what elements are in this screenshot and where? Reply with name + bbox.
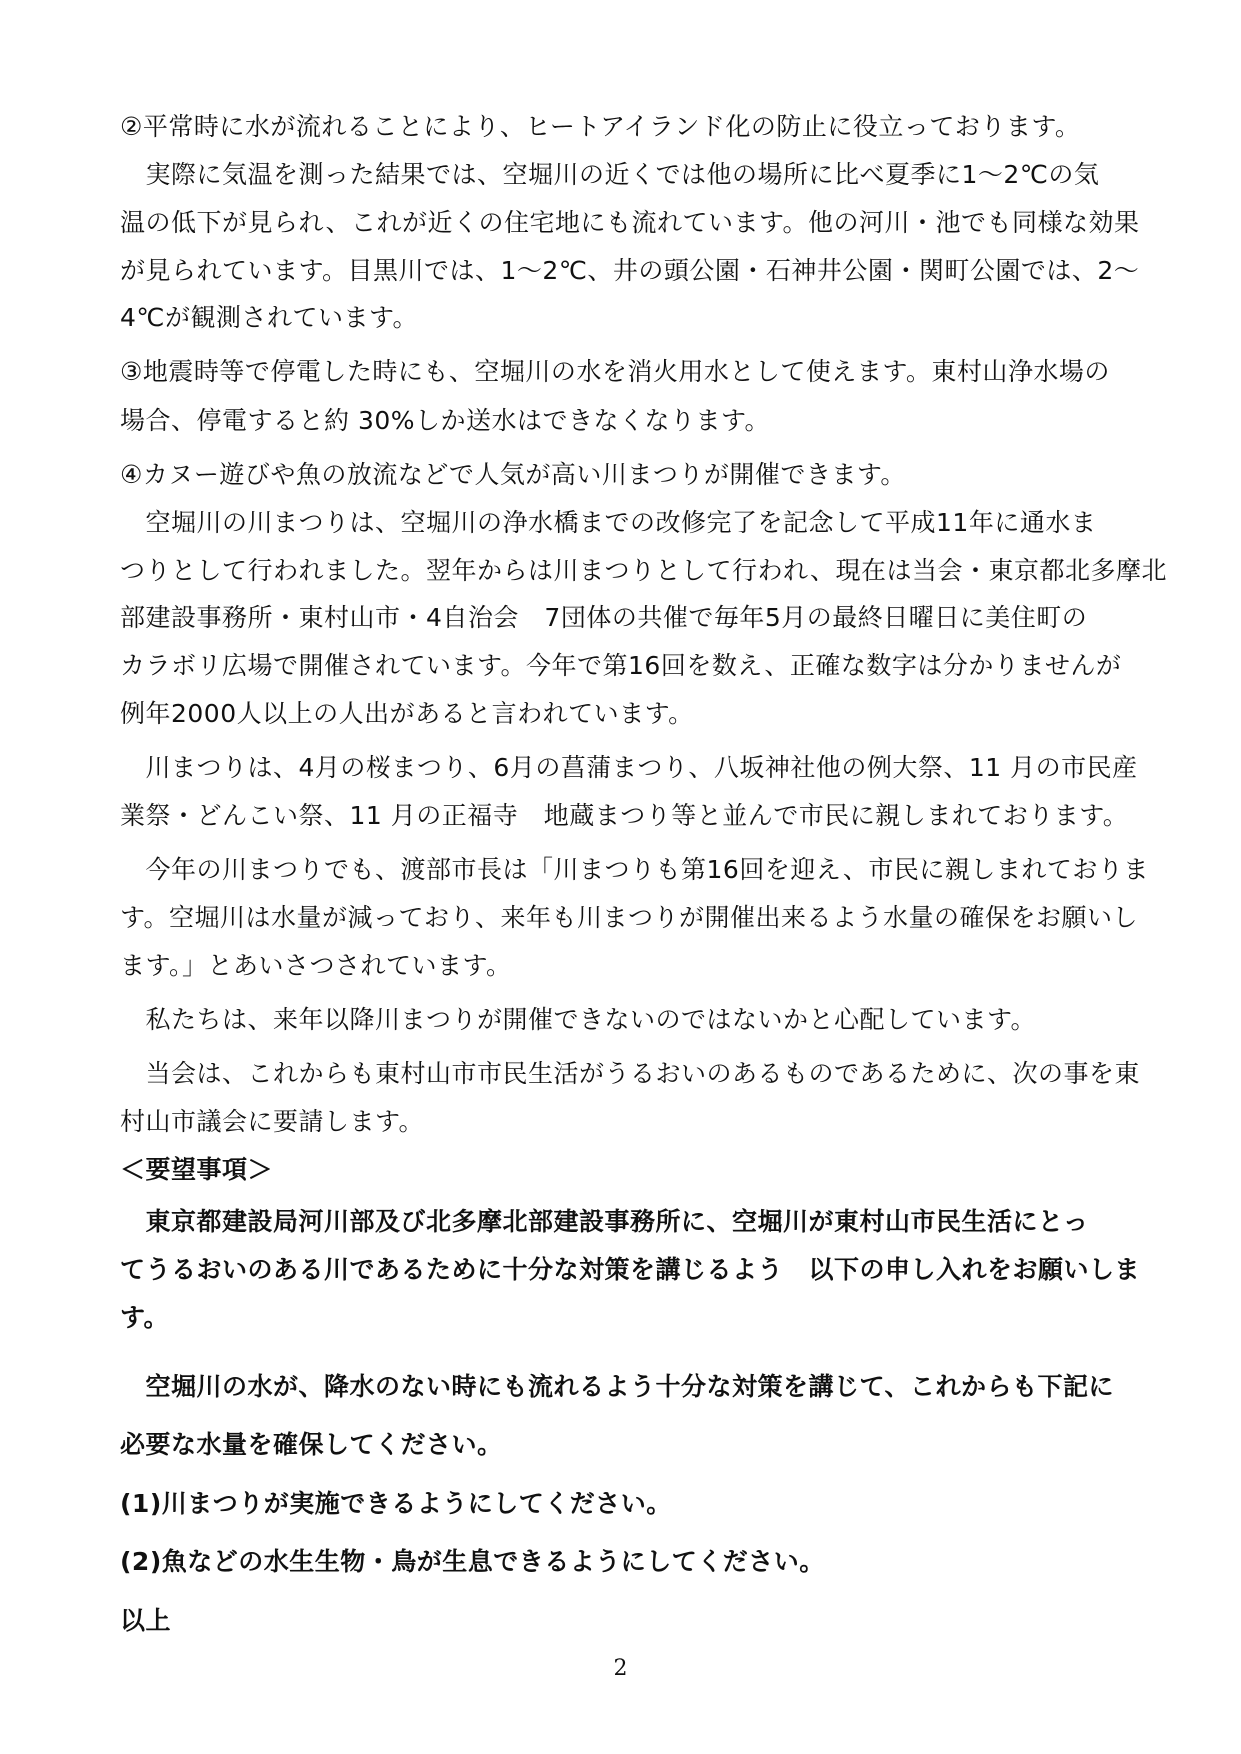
- paragraph-line: 今年の川まつりでも、渡部市長は「川まつりも第16回を迎え、市民に親しまれておりま: [120, 855, 1149, 884]
- paragraph-line: が見られています。目黒川では、1～2℃、井の頭公園・石神井公園・関町公園では、2～: [120, 256, 1140, 285]
- paragraph-line: ②平常時に水が流れることにより、ヒートアイランド化の防止に役立っております。: [120, 112, 1081, 141]
- paragraph-line: 川まつりは、4月の桜まつり、6月の菖蒲まつり、八坂神社他の例大祭、11 月の市民産: [120, 753, 1138, 782]
- request-heading: ＜要望事項＞: [120, 1155, 274, 1184]
- page-number: 2: [613, 1656, 628, 1681]
- paragraph-line: 温の低下が見られ、これが近くの住宅地にも流れています。他の河川・池でも同様な効果: [120, 208, 1140, 237]
- paragraph-line: 部建設事務所・東村山市・4自治会 7団体の共催で毎年5月の最終日曜日に美住町の: [120, 603, 1088, 632]
- paragraph-line: す。空堀川は水量が減っており、来年も川まつりが開催出来るよう水量の確保をお願いし: [120, 903, 1139, 932]
- paragraph-line: ます。」とあいさつされています。: [120, 951, 512, 980]
- paragraph-line: つりとして行われました。翌年からは川まつりとして行われ、現在は当会・東京都北多摩北: [120, 556, 1168, 585]
- measure-line: 空堀川の水が、降水のない時にも流れるよう十分な対策を講じて、これからも下記に: [120, 1372, 1115, 1401]
- closing-text: 以上: [120, 1606, 172, 1635]
- paragraph-line: ③地震時等で停電した時にも、空堀川の水を消火用水として使えます。東村山浄水場の: [120, 357, 1110, 386]
- paragraph-line: 空堀川の川まつりは、空堀川の浄水橋までの改修完了を記念して平成11年に通水ま: [120, 508, 1097, 537]
- paragraph-line: 場合、停電すると約 30%しか送水はできなくなります。: [120, 406, 771, 435]
- request-line: す。: [120, 1303, 170, 1332]
- paragraph-line: 私たちは、来年以降川まつりが開催できないのではないかと心配しています。: [120, 1005, 1037, 1034]
- paragraph-line: ④カヌー遊びや魚の放流などで人気が高い川まつりが開催できます。: [120, 460, 906, 489]
- measure-line: 必要な水量を確保してください。: [120, 1430, 503, 1459]
- paragraph-line: 当会は、これからも東村山市市民生活がうるおいのあるものであるために、次の事を東: [120, 1059, 1141, 1088]
- request-line: 東京都建設局河川部及び北多摩北部建設事務所に、空堀川が東村山市民生活にとっ: [120, 1207, 1089, 1236]
- paragraph-line: 業祭・どんこい祭、11 月の正福寺 地蔵まつり等と並んで市民に親しまれております。: [120, 801, 1129, 830]
- paragraph-line: 例年2000人以上の人出があると言われています。: [120, 699, 694, 728]
- request-line: てうるおいのある川であるために十分な対策を講じるよう 以下の申し入れをお願いしま: [120, 1255, 1141, 1284]
- request-item: (2)魚などの水生生物・鳥が生息できるようにしてください。: [120, 1547, 825, 1576]
- paragraph-line: 実際に気温を測った結果では、空堀川の近くでは他の場所に比べ夏季に1～2℃の気: [120, 160, 1100, 189]
- paragraph-line: カラボリ広場で開催されています。今年で第16回を数え、正確な数字は分かりませんが: [120, 651, 1122, 680]
- paragraph-line: 4℃が観測されています。: [120, 303, 418, 332]
- paragraph-line: 村山市議会に要請します。: [120, 1107, 425, 1136]
- request-item: (1)川まつりが実施できるようにしてください。: [120, 1489, 672, 1518]
